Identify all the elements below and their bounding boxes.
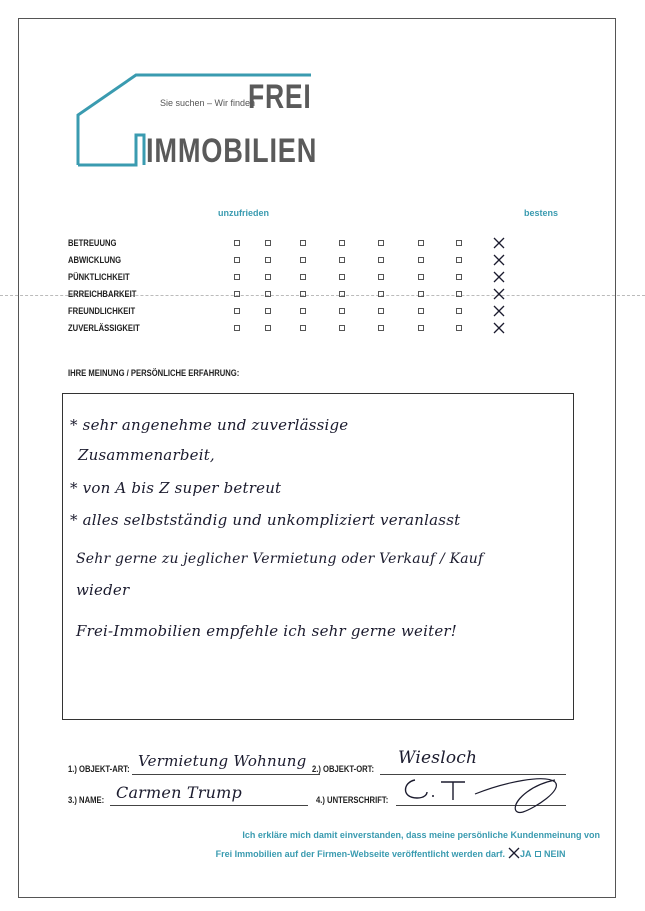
scale-low-label: unzufrieden <box>218 208 269 218</box>
rating-checkbox-checked[interactable] <box>493 237 505 249</box>
object-location-value[interactable]: Wiesloch <box>398 748 478 768</box>
rating-checkbox[interactable] <box>418 240 424 246</box>
rating-checkbox[interactable] <box>456 291 462 297</box>
rating-checkbox[interactable] <box>456 257 462 263</box>
rating-checkbox[interactable] <box>378 325 384 331</box>
opinion-line: Frei-Immobilien empfehle ich sehr gerne weiter! <box>76 622 458 640</box>
opinion-line: * alles selbstständig und unkompliziert veranlasst <box>70 511 461 529</box>
rating-checkbox[interactable] <box>418 257 424 263</box>
rating-checkbox[interactable] <box>378 274 384 280</box>
rating-checkbox[interactable] <box>300 274 306 280</box>
opinion-line: * sehr angenehme und zuverlässige <box>70 416 349 434</box>
opinion-line: wieder <box>76 581 130 599</box>
rating-checkbox[interactable] <box>265 308 271 314</box>
rating-checkbox-checked[interactable] <box>493 322 505 334</box>
rating-checkbox[interactable] <box>265 291 271 297</box>
name-value[interactable]: Carmen Trump <box>116 783 242 802</box>
rating-checkbox[interactable] <box>378 308 384 314</box>
rating-checkbox[interactable] <box>339 325 345 331</box>
opinion-line: Zusammenarbeit, <box>78 446 215 464</box>
rating-checkbox[interactable] <box>300 257 306 263</box>
criterion-label: ZUVERLÄSSIGKEIT <box>68 323 140 333</box>
rating-checkbox-checked[interactable] <box>493 271 505 283</box>
rating-checkbox[interactable] <box>456 325 462 331</box>
rating-checkbox[interactable] <box>234 291 240 297</box>
rating-checkbox[interactable] <box>456 308 462 314</box>
name-label: 3.) NAME: <box>68 795 105 805</box>
scale-high-label: bestens <box>524 208 559 218</box>
opinion-line: * von A bis Z super betreut <box>70 479 282 497</box>
rating-checkbox[interactable] <box>378 240 384 246</box>
rating-checkbox[interactable] <box>265 240 271 246</box>
criterion-label: ABWICKLUNG <box>68 255 122 265</box>
rating-checkbox[interactable] <box>339 291 345 297</box>
consent-text-2: Frei Immobilien auf der Firmen-Webseite veröffentlicht werden darf. <box>215 849 505 859</box>
consent-no-checkbox[interactable] <box>535 851 541 857</box>
object-type-line <box>132 774 320 775</box>
consent-yes-checkbox[interactable] <box>508 847 520 859</box>
opinion-label: IHRE MEINUNG / PERSÖNLICHE ERFAHRUNG: <box>68 368 240 378</box>
rating-checkbox[interactable] <box>265 257 271 263</box>
rating-checkbox[interactable] <box>339 257 345 263</box>
brand-immobilien: IMMOBILIEN <box>146 132 318 170</box>
criterion-label: PÜNKTLICHKEIT <box>68 272 130 282</box>
rating-checkbox[interactable] <box>300 308 306 314</box>
rating-checkbox[interactable] <box>339 274 345 280</box>
rating-checkbox[interactable] <box>418 308 424 314</box>
criterion-label: ERREICHBARKEIT <box>68 289 137 299</box>
rating-checkbox[interactable] <box>234 325 240 331</box>
rating-checkbox[interactable] <box>300 291 306 297</box>
rating-checkbox[interactable] <box>265 325 271 331</box>
rating-checkbox[interactable] <box>234 257 240 263</box>
name-line <box>110 805 308 806</box>
rating-checkbox[interactable] <box>339 240 345 246</box>
rating-checkbox[interactable] <box>456 240 462 246</box>
rating-checkbox[interactable] <box>300 240 306 246</box>
opinion-line: Sehr gerne zu jeglicher Vermietung oder Verkauf / Kauf <box>76 551 484 567</box>
rating-checkbox[interactable] <box>378 291 384 297</box>
rating-checkbox[interactable] <box>456 274 462 280</box>
rating-checkbox[interactable] <box>418 291 424 297</box>
object-type-label: 1.) OBJEKT-ART: <box>68 764 130 774</box>
signature-image <box>395 768 565 820</box>
rating-checkbox[interactable] <box>378 257 384 263</box>
brand-frei: FREI <box>248 78 312 116</box>
rating-checkbox-checked[interactable] <box>493 254 505 266</box>
signature-label: 4.) UNTERSCHRIFT: <box>316 795 389 805</box>
criterion-label: BETREUUNG <box>68 238 117 248</box>
rating-checkbox[interactable] <box>234 240 240 246</box>
rating-checkbox[interactable] <box>265 274 271 280</box>
rating-checkbox[interactable] <box>234 274 240 280</box>
rating-checkbox[interactable] <box>339 308 345 314</box>
criterion-label: FREUNDLICHKEIT <box>68 306 136 316</box>
rating-checkbox[interactable] <box>300 325 306 331</box>
consent-no-label: NEIN <box>544 849 566 859</box>
logo-tagline: Sie suchen – Wir finden <box>160 98 256 108</box>
consent-yes-label: JA <box>520 849 532 859</box>
rating-checkbox[interactable] <box>234 308 240 314</box>
rating-checkbox-checked[interactable] <box>493 288 505 300</box>
rating-checkbox[interactable] <box>418 274 424 280</box>
object-location-label: 2.) OBJEKT-ORT: <box>312 764 375 774</box>
rating-checkbox[interactable] <box>418 325 424 331</box>
consent-text-1: Ich erkläre mich damit einverstanden, dass meine persönliche Kundenmeinung von <box>242 830 600 840</box>
rating-checkbox-checked[interactable] <box>493 305 505 317</box>
object-type-value[interactable]: Vermietung Wohnung <box>138 752 307 770</box>
